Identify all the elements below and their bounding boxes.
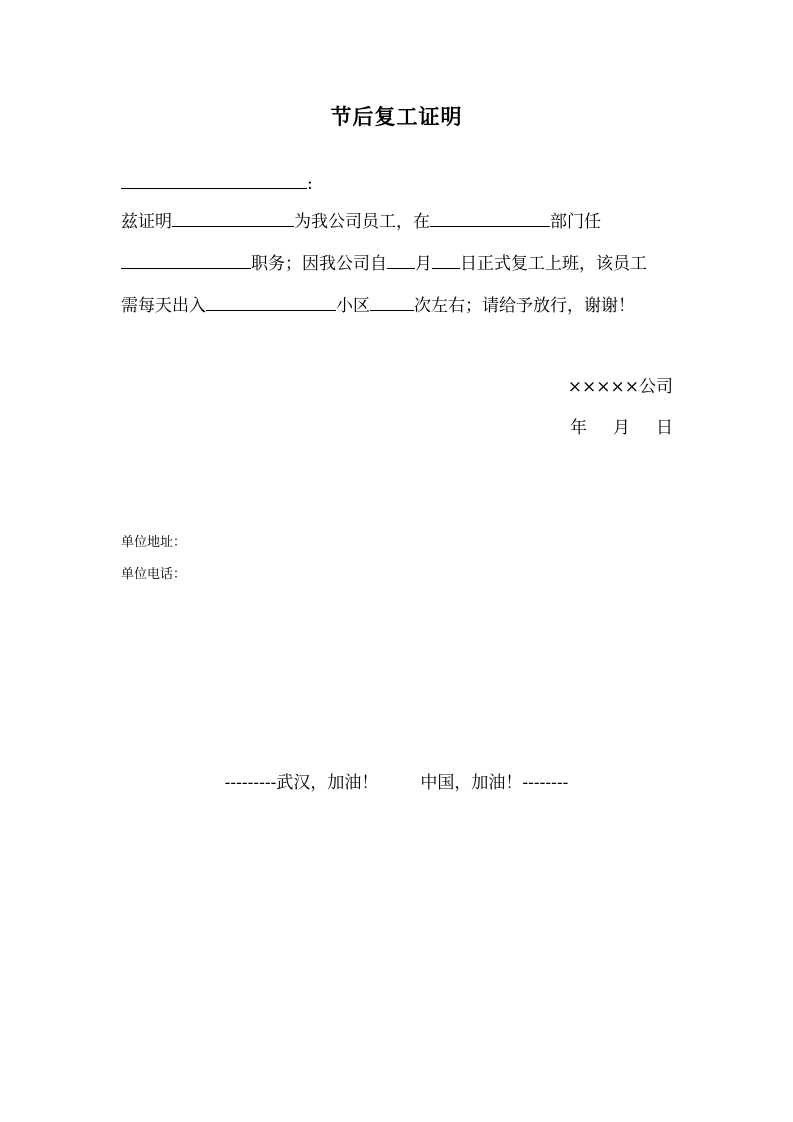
start-month-blank [387, 251, 415, 269]
position-blank [121, 251, 251, 269]
body-text-2c: 日正式复工上班，该员工 [460, 254, 647, 274]
slogan-part-1: 武汉，加油！ [276, 773, 379, 793]
addressee-line [121, 171, 313, 196]
date-month: 月 [613, 418, 630, 438]
body-line-2 [121, 251, 647, 276]
slogan-part-2: 中国，加油！ [420, 773, 523, 793]
start-day-blank [432, 251, 460, 269]
body-text-2a: 职务；因我公司自 [251, 254, 387, 274]
company-phone-label: 单位电话： [121, 567, 187, 582]
employee-name-blank [172, 209, 294, 227]
addressee-blank [121, 171, 307, 189]
slogan-right-dashes: -------- [522, 773, 569, 793]
body-text-1b: 为我公司员工，在 [294, 212, 430, 232]
addressee-colon: : [307, 174, 313, 194]
body-text-3b: 小区 [336, 296, 370, 316]
signature-date [570, 416, 673, 440]
body-text-1a: 兹证明 [121, 212, 172, 232]
slogan [0, 771, 793, 795]
date-year: 年 [570, 418, 587, 438]
times-blank [370, 293, 414, 311]
body-text-1c: 部门任 [550, 212, 601, 232]
department-blank [430, 209, 550, 227]
body-text-3c: 次左右；请给予放行，谢谢！ [414, 296, 635, 316]
date-day: 日 [656, 418, 673, 438]
community-blank [206, 293, 336, 311]
body-text-3a: 需每天出入 [121, 296, 206, 316]
signature-company: ×××××公司 [567, 377, 673, 397]
slogan-left-dashes: --------- [224, 773, 277, 793]
page-title: 节后复工证明 [330, 104, 463, 129]
body-line-3 [121, 293, 635, 318]
body-text-2b: 月 [415, 254, 432, 274]
body-line-1 [121, 209, 601, 234]
company-address-label: 单位地址： [121, 535, 187, 550]
